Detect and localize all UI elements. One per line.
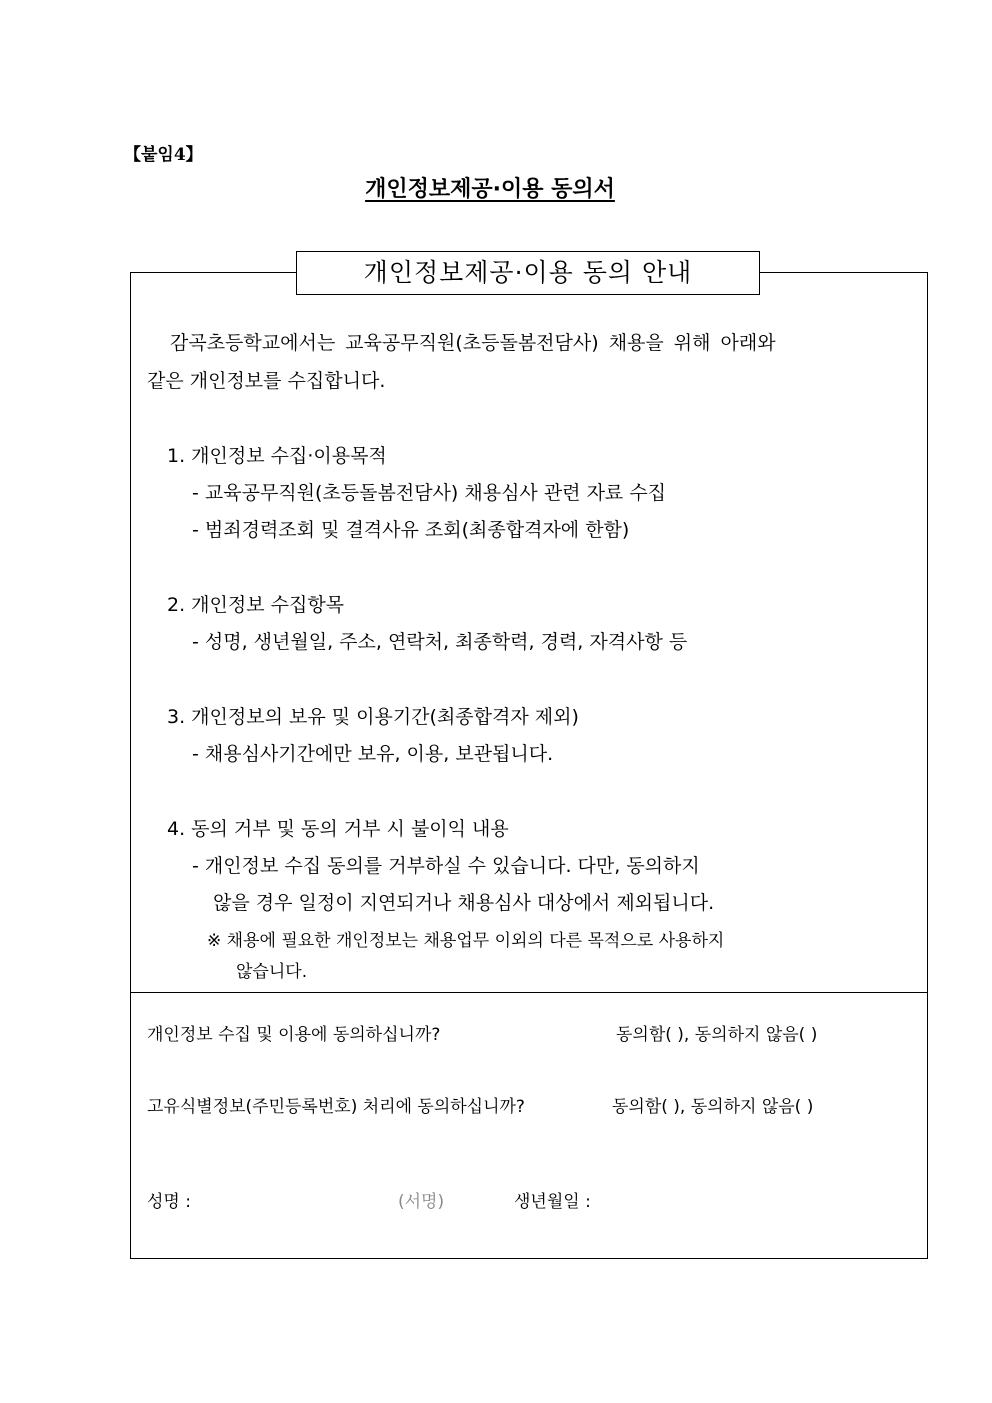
note-line-1: ※ 채용에 필요한 개인정보는 채용업무 이외의 다른 목적으로 사용하지 [207,931,725,951]
section-1-item-2: - 범죄경력조회 및 결격사유 조회(최종합격자에 한함) [192,519,630,541]
section-2-item-1: - 성명, 생년월일, 주소, 연락처, 최종학력, 경력, 자격사항 등 [192,631,688,653]
document-title-text: 개인정보제공·이용 동의서 [365,177,615,202]
section-3-item-1: - 채용심사기간에만 보유, 이용, 보관됩니다. [192,743,554,765]
consent-options-1[interactable]: 동의함( ), 동의하지 않음( ) [616,1025,818,1045]
section-4-item-1: - 개인정보 수집 동의를 거부하실 수 있습니다. 다만, 동의하지 [192,855,700,877]
consent-options-2[interactable]: 동의함( ), 동의하지 않음( ) [612,1097,814,1117]
consent-question-1: 개인정보 수집 및 이용에 동의하십니까? [147,1025,441,1045]
box-title: 개인정보제공·이용 동의 안내 [296,251,760,295]
section-3-heading: 3. 개인정보의 보유 및 이용기간(최종합격자 제외) [167,706,579,728]
birthdate-label: 생년월일 : [514,1192,591,1212]
section-2-heading: 2. 개인정보 수집항목 [167,594,345,616]
document-title [0,172,980,203]
section-divider [130,992,928,993]
section-4-item-2: 않을 경우 일정이 지연되거나 채용심사 대상에서 제외됩니다. [213,892,715,914]
signature-hint[interactable]: (서명) [398,1192,445,1212]
intro-line-1: 감곡초등학교에서는 교육공무직원(초등돌봄전담사) 채용을 위해 아래와 [170,332,776,354]
section-4-heading: 4. 동의 거부 및 동의 거부 시 불이익 내용 [167,818,509,840]
section-1-item-1: - 교육공무직원(초등돌봄전담사) 채용심사 관련 자료 수집 [192,482,667,504]
consent-question-2: 고유식별정보(주민등록번호) 처리에 동의하십니까? [147,1097,525,1117]
name-label: 성명 : [147,1192,191,1212]
attachment-label: 【붙임4】 [124,145,203,165]
note-line-2: 않습니다. [236,962,308,982]
section-1-heading: 1. 개인정보 수집·이용목적 [167,445,387,467]
intro-line-2: 같은 개인정보를 수집합니다. [147,370,386,392]
